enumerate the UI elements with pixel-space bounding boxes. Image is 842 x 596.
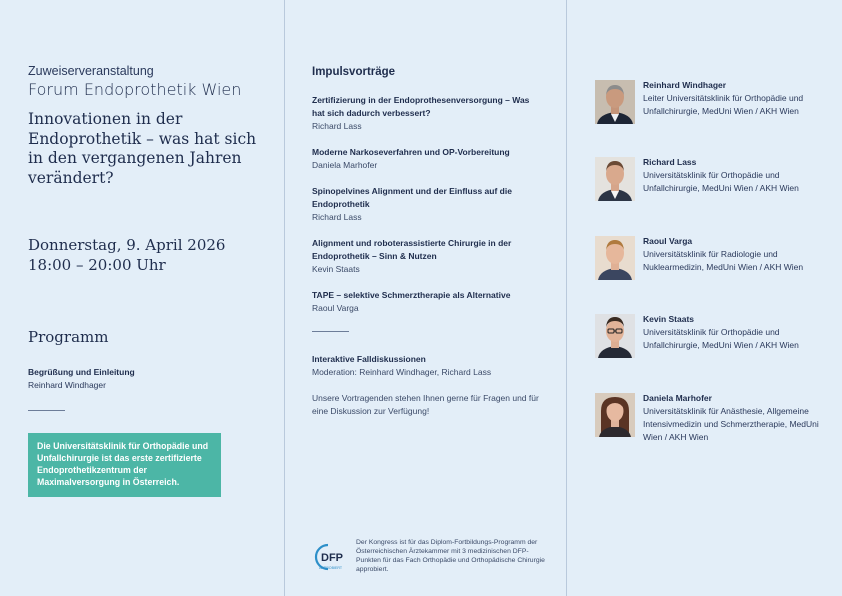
speaker-name: Richard Lass [643,157,697,167]
event-kind: Zuweiserveranstaltung [28,64,154,78]
portrait-photo-icon [595,157,635,201]
event-date: Donnerstag, 9. April 2026 [28,236,226,254]
divider [28,410,65,411]
portrait-photo-icon [595,393,635,437]
talk-speaker: Raoul Varga [312,303,359,313]
speaker-name: Kevin Staats [643,314,695,324]
event-time: 18:00 – 20:00 Uhr [28,255,166,274]
section-title: Impulsvorträge [312,66,396,78]
talk-speaker: Daniela Marhofer [312,160,378,170]
speaker-card [595,236,835,286]
discussion-item [312,353,537,379]
svg-text:APPROBIERT: APPROBIERT [319,566,343,570]
portrait-photo-icon [595,236,635,280]
talk-title: Spinopelvines Alignment und der Einfluss auf die Endoprothetik [312,186,512,209]
svg-text:DFP: DFP [321,552,343,564]
talk-speaker: Richard Lass [312,121,362,131]
talk-speaker: Kevin Staats [312,264,360,274]
talk-title: TAPE – selektive Schmerztherapie als Alternative [312,290,511,300]
event-date-block [28,236,225,275]
intro-speaker: Reinhard Windhager [28,380,106,390]
certification-box: Die Universitätsklinik für Orthopädie und Unfallchirurgie ist das erste zertifizierte Endoprothetikzentrum der Maximalversorgung in Österreich. [28,433,221,497]
speaker-card [595,393,835,443]
portrait-photo-icon [595,80,635,124]
speaker-name: Reinhard Windhager [643,80,727,90]
program-panel [285,0,566,596]
title-panel [0,0,284,596]
speaker-role: Universitätsklinik für Orthopädie und Unfallchirurgie, MedUni Wien / AKH Wien [643,170,799,193]
speakers-panel [567,0,842,596]
talk-item [312,146,537,172]
speaker-name: Raoul Varga [643,236,693,246]
headline: Innovationen in der Endoprothetik – was hat sich in den vergangenen Jahren verändert? [28,110,257,187]
discussion-moderation: Moderation: Reinhard Windhager, Richard Lass [312,367,492,377]
dfp-text: Der Kongress ist für das Diplom-Fortbildungs-Programm der Österreichischen Ärztekammer mit 3 medizinischen DFP-Punkten für das Fach Orthopädie und Orthopädische Chirurgie approbiert. [356,539,545,573]
discussion-note: Unsere Vortragenden stehen Ihnen gerne für Fragen und für eine Diskussion zur Verfügung! [312,393,539,416]
talk-item [312,185,537,224]
speaker-role: Universitätsklinik für Orthopädie und Unfallchirurgie, MedUni Wien / AKH Wien [643,327,799,350]
programm-heading: Programm [28,328,109,346]
talk-speaker: Richard Lass [312,212,362,222]
talk-title: Zertifizierung in der Endoprothesenversorgung – Was hat sich dadurch verbessert? [312,95,530,118]
discussion-title: Interaktive Falldiskussionen [312,354,426,364]
divider [312,331,349,332]
dfp-logo-icon [312,540,352,572]
talk-item [312,289,537,315]
talk-item [312,237,537,276]
speaker-role: Leiter Universitätsklinik für Orthopädie und Unfallchirurgie, MedUni Wien / AKH Wien [643,93,804,116]
speaker-name: Daniela Marhofer [643,393,712,403]
talk-title: Moderne Narkoseverfahren und OP-Vorbereitung [312,147,510,157]
speaker-card [595,157,835,207]
speaker-role: Universitätsklinik für Radiologie und Nuklearmedizin, MedUni Wien / AKH Wien [643,249,804,272]
talk-item [312,94,537,133]
speaker-card [595,80,835,130]
speaker-card [595,314,835,364]
speaker-role: Universitätsklinik für Anästhesie, Allgemeine Intensivmedizin und Schmerztherapie, MedUni Wien / AKH Wien [643,406,819,442]
intro-title: Begrüßung und Einleitung [28,367,135,377]
talk-title: Alignment und roboterassistierte Chirurgie in der Endoprothetik – Sinn & Nutzen [312,238,512,261]
portrait-photo-icon [595,314,635,358]
event-name: Forum Endoprothetik Wien [28,80,242,99]
